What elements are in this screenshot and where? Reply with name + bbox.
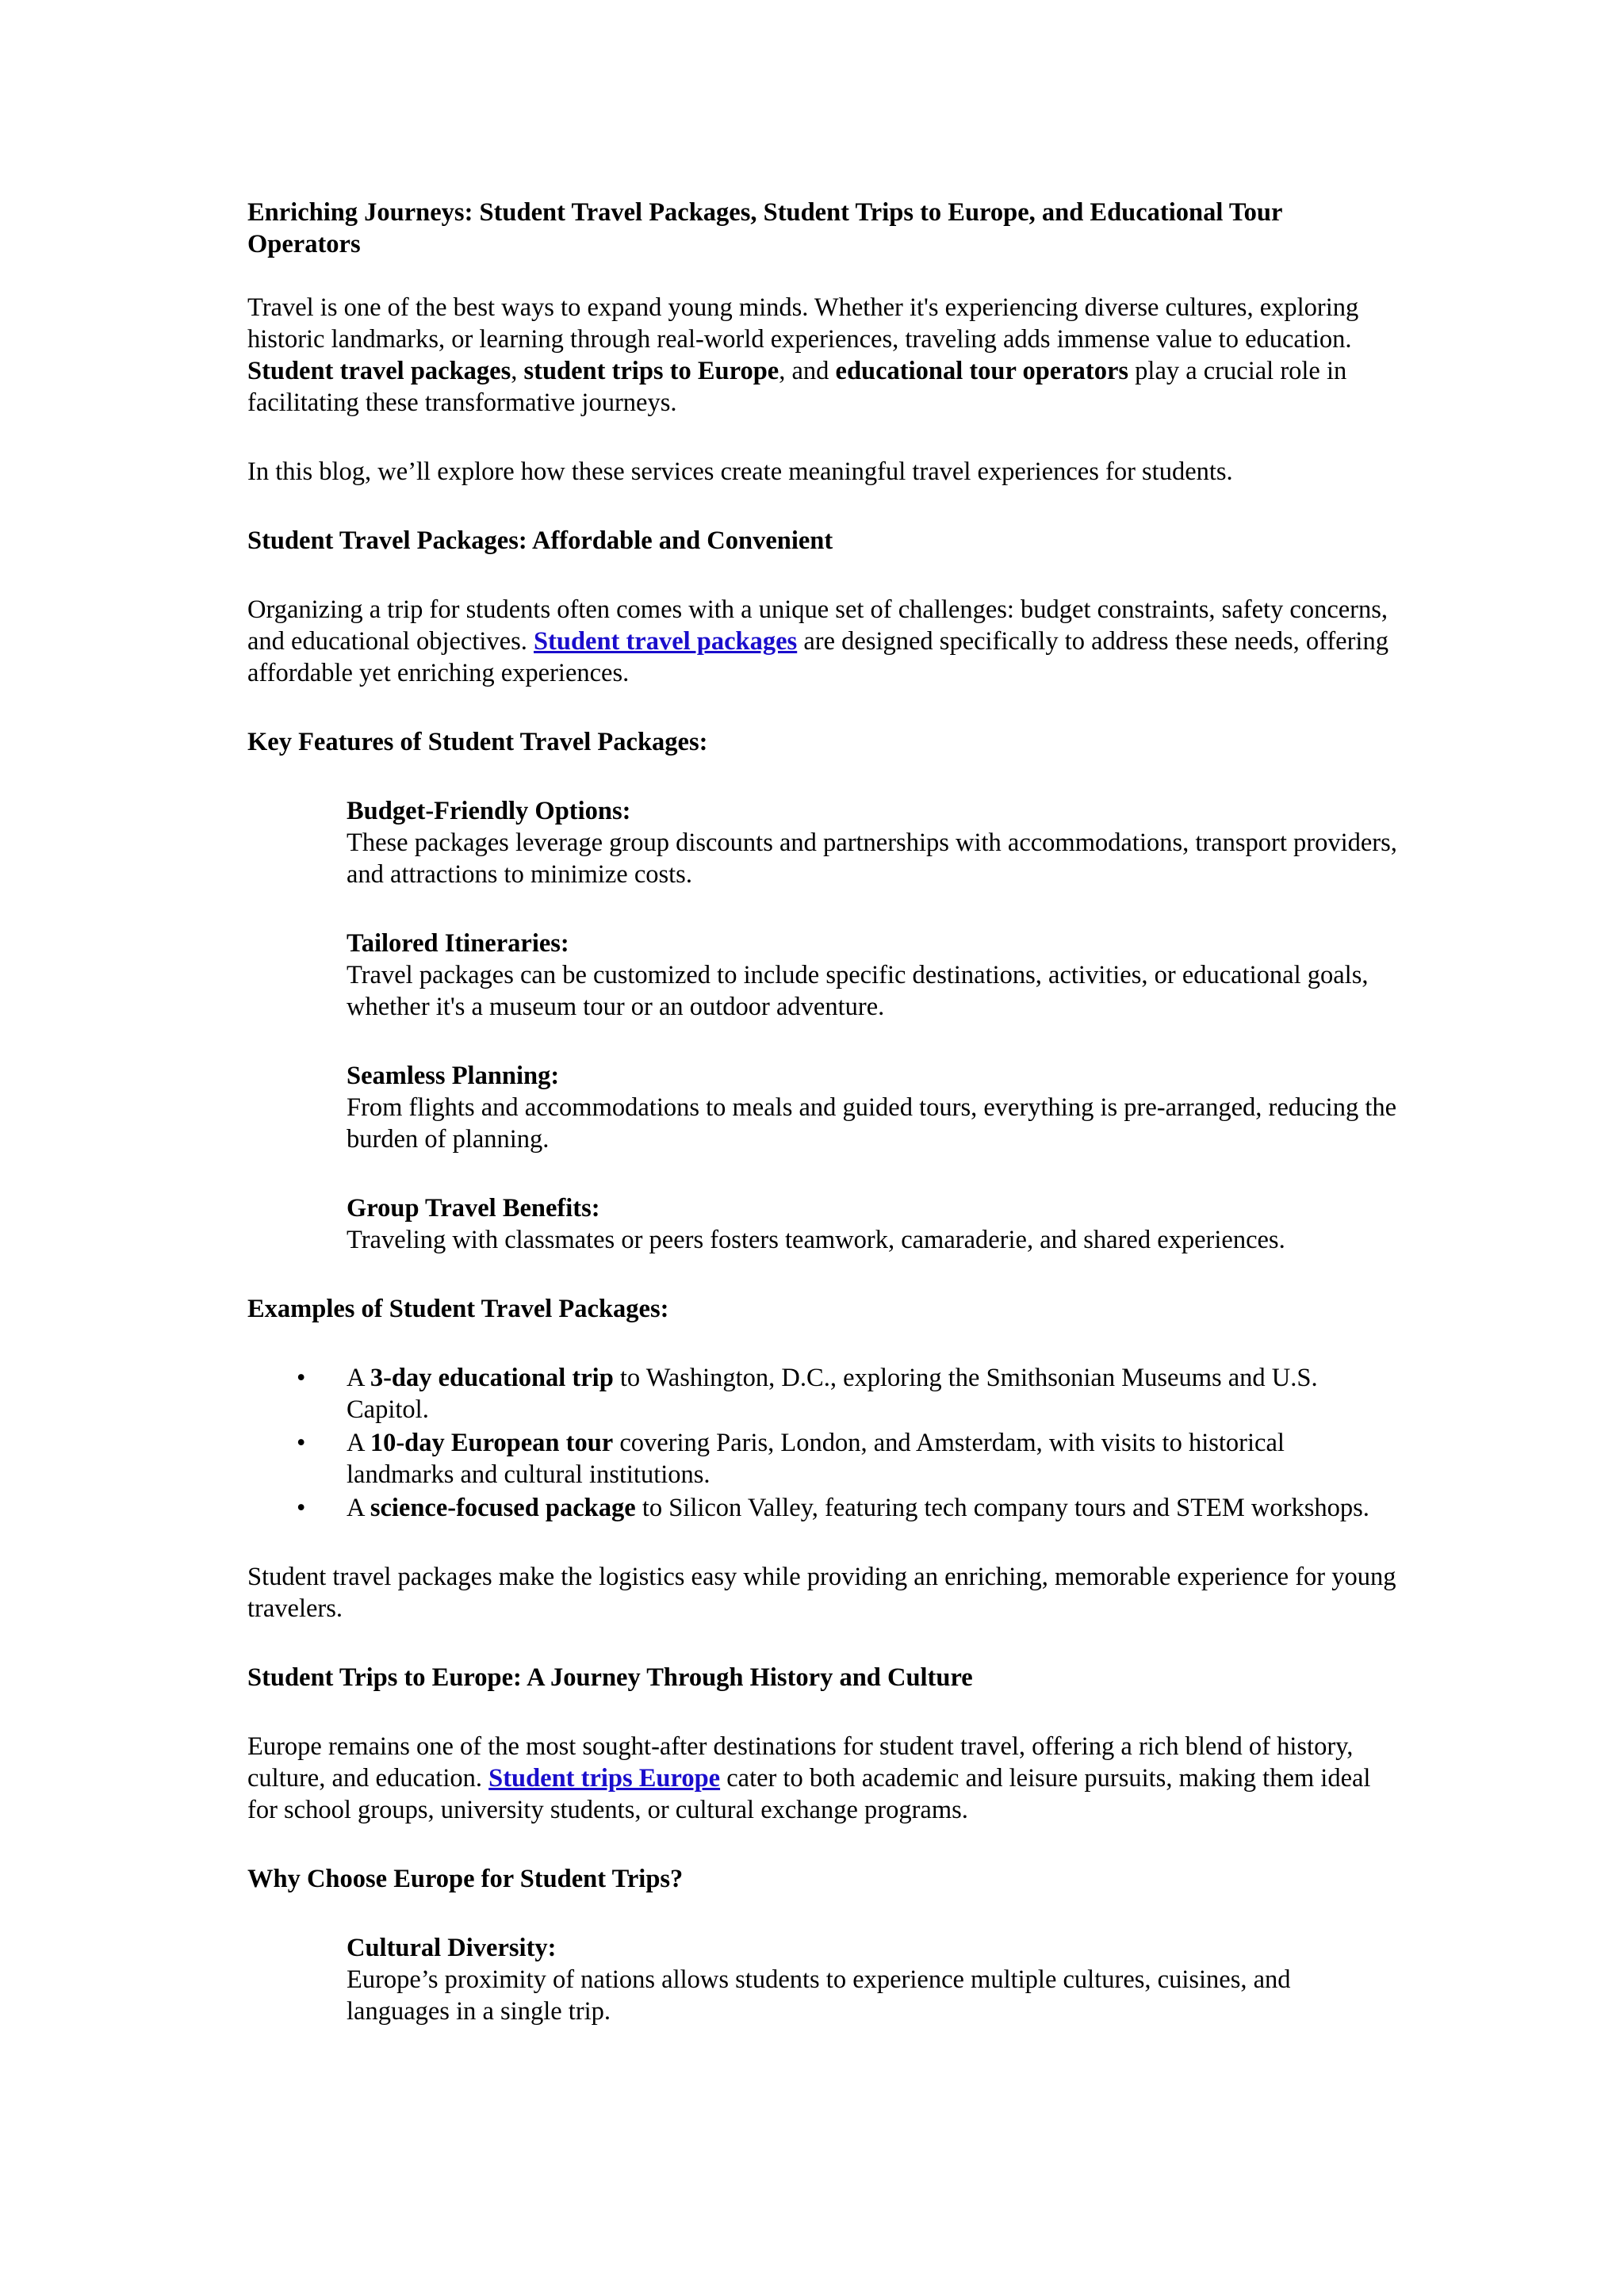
intro-text-2: play a crucial role in facilitating these transformative journeys. xyxy=(247,357,1347,417)
blog-intro-paragraph: In this blog, we’ll explore how these services create meaningful travel experiences for students. xyxy=(247,457,1233,486)
bullet-icon: • xyxy=(297,1494,306,1522)
document-page xyxy=(247,197,1397,2064)
examples-list xyxy=(247,1362,1397,1524)
student-trips-europe-link[interactable]: Student trips Europe xyxy=(488,1764,721,1793)
bullet-icon: • xyxy=(297,1429,306,1457)
intro-text-1: Travel is one of the best ways to expand young minds. Whether it's experiencing diverse cultures, exploring historic landmarks, or learning through real-world experiences, traveling adds immense value to education. xyxy=(247,293,1359,354)
examples-heading: Examples of Student Travel Packages: xyxy=(247,1295,669,1323)
section1-text-post: are designed specifically to address these needs, offering affordable yet enriching experiences. xyxy=(247,627,1388,687)
section2-heading: Student Trips to Europe: A Journey Through History and Culture xyxy=(247,1663,973,1692)
why-europe-heading: Why Choose Europe for Student Trips? xyxy=(247,1865,684,1893)
intro-bold-2: student trips to Europe xyxy=(523,357,779,385)
list-item xyxy=(247,1362,1397,1425)
feature-description: These packages leverage group discounts and partnerships with accommodations, transport providers, and attractions to minimize costs. xyxy=(347,828,1397,889)
feature-item xyxy=(347,1932,1397,2027)
intro-sep-1: , xyxy=(511,357,524,385)
feature-item xyxy=(347,1192,1397,1256)
feature-title: Group Travel Benefits: xyxy=(347,1194,600,1223)
example-text-pre: A xyxy=(347,1494,370,1522)
example-text-post: covering Paris, London, and Amsterdam, with visits to historical landmarks and cultural institutions. xyxy=(347,1429,1285,1489)
document-title: Enriching Journeys: Student Travel Packages, Student Trips to Europe, and Educational Tour Operators xyxy=(247,198,1282,258)
section1-heading: Student Travel Packages: Affordable and Convenient xyxy=(247,526,833,555)
feature-title: Seamless Planning: xyxy=(347,1062,560,1090)
feature-item xyxy=(347,795,1397,890)
list-item xyxy=(247,1492,1397,1524)
intro-sep-2: , and xyxy=(779,357,836,385)
example-bold: 3-day educational trip xyxy=(370,1364,614,1392)
example-bold: science-focused package xyxy=(370,1494,636,1522)
feature-description: Europe’s proximity of nations allows students to experience multiple cultures, cuisines, and languages in a single trip. xyxy=(347,1965,1291,2026)
feature-item xyxy=(347,1060,1397,1155)
section2-text-post: cater to both academic and leisure pursuits, making them ideal for school groups, university students, or cultural exchange programs. xyxy=(247,1764,1371,1824)
feature-description: From flights and accommodations to meals and guided tours, everything is pre-arranged, reducing the burden of planning. xyxy=(347,1093,1397,1154)
feature-title: Tailored Itineraries: xyxy=(347,929,569,958)
feature-item xyxy=(347,928,1397,1023)
intro-bold-1: Student travel packages xyxy=(247,357,511,385)
example-text-post: to Washington, D.C., exploring the Smithsonian Museums and U.S. Capitol. xyxy=(347,1364,1318,1424)
example-bold: 10-day European tour xyxy=(370,1429,614,1457)
example-text-pre: A xyxy=(347,1364,370,1392)
section2-text-pre: Europe remains one of the most sought-after destinations for student travel, offering a rich blend of history, culture, and education. xyxy=(247,1732,1354,1793)
intro-bold-3: educational tour operators xyxy=(835,357,1129,385)
example-text-pre: A xyxy=(347,1429,370,1457)
section1-closing-paragraph: Student travel packages make the logistics easy while providing an enriching, memorable experience for young travelers. xyxy=(247,1563,1396,1623)
student-travel-packages-link[interactable]: Student travel packages xyxy=(533,627,798,656)
bullet-icon: • xyxy=(297,1364,306,1392)
intro-paragraph xyxy=(247,292,1397,419)
section2-paragraph xyxy=(247,1731,1397,1826)
feature-title: Cultural Diversity: xyxy=(347,1934,557,1962)
list-item xyxy=(247,1427,1397,1490)
feature-description: Traveling with classmates or peers fosters teamwork, camaraderie, and shared experiences. xyxy=(347,1226,1285,1254)
feature-description: Travel packages can be customized to include specific destinations, activities, or educational goals, whether it's a museum tour or an outdoor adventure. xyxy=(347,961,1369,1021)
section1-text-pre: Organizing a trip for students often comes with a unique set of challenges: budget constraints, safety concerns, and educational objectives. xyxy=(247,595,1388,656)
features-heading: Key Features of Student Travel Packages: xyxy=(247,728,708,756)
example-text-post: to Silicon Valley, featuring tech company tours and STEM workshops. xyxy=(635,1494,1369,1522)
feature-title: Budget-Friendly Options: xyxy=(347,797,631,825)
section1-paragraph xyxy=(247,594,1397,689)
